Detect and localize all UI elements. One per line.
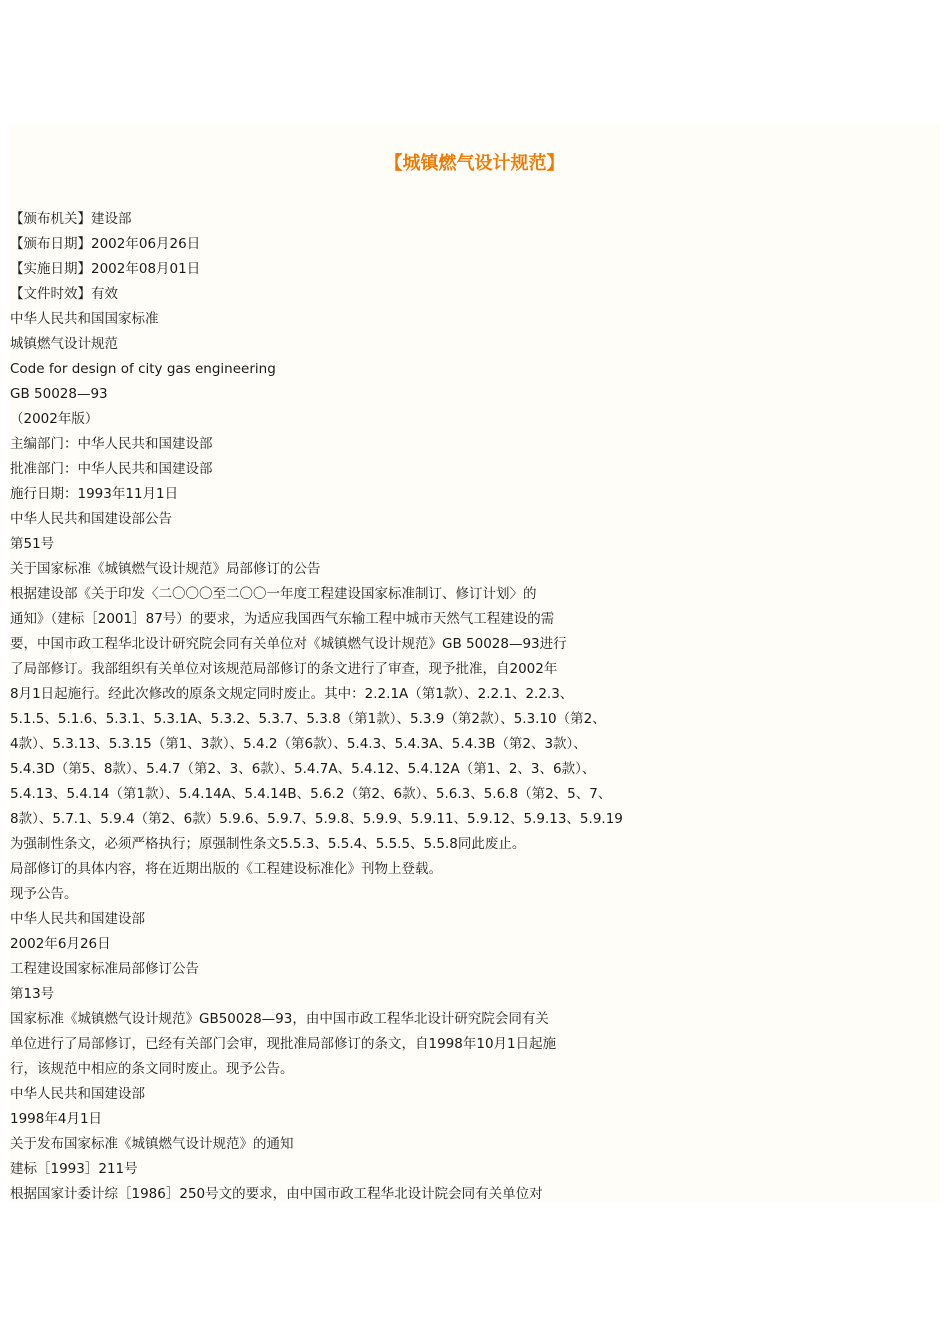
text-line: 【颁布日期】2002年06月26日 — [10, 236, 201, 252]
text-line: 中华人民共和国国家标准 — [10, 311, 159, 327]
text-line: Code for design of city gas engineering — [10, 361, 276, 377]
text-line: 中华人民共和国建设部公告 — [10, 511, 172, 527]
text-line: 批准部门：中华人民共和国建设部 — [10, 461, 213, 477]
text-line: 行，该规范中相应的条文同时废止。现予公告。 — [10, 1061, 294, 1077]
text-line: 【颁布机关】建设部 — [10, 211, 132, 227]
document-title: 【城镇燃气设计规范】 — [384, 153, 565, 174]
text-line: 5.1.5、5.1.6、5.3.1、5.3.1A、5.3.2、5.3.7、5.3.8（第1款）、5.3.9（第2款）、5.3.10（第2、 — [10, 711, 606, 727]
text-line: 8款）、5.7.1、5.9.4（第2、6款）5.9.6、5.9.7、5.9.8、5.9.9、5.9.11、5.9.12、5.9.13、5.9.19 — [10, 811, 623, 827]
text-line: 主编部门：中华人民共和国建设部 — [10, 436, 213, 452]
text-line: 第51号 — [10, 536, 55, 552]
text-line: 中华人民共和国建设部 — [10, 1086, 145, 1102]
document-body — [10, 207, 910, 1202]
text-line: 现予公告。 — [10, 886, 78, 902]
text-line: 根据建设部《关于印发〈二〇〇〇至二〇〇一年度工程建设国家标准制订、修订计划〉的 — [10, 586, 537, 602]
text-line: 中华人民共和国建设部 — [10, 911, 145, 927]
text-line: 局部修订的具体内容，将在近期出版的《工程建设标准化》刊物上登载。 — [10, 861, 442, 877]
text-line: 1998年4月1日 — [10, 1111, 103, 1127]
text-line: 单位进行了局部修订，已经有关部门会审，现批准局部修订的条文，自1998年10月1日起施 — [10, 1036, 557, 1052]
text-line: 5.4.13、5.4.14（第1款）、5.4.14A、5.4.14B、5.6.2（第2、6款）、5.6.3、5.6.8（第2、5、7、 — [10, 786, 612, 802]
text-line: 为强制性条文，必须严格执行；原强制性条文5.5.3、5.5.4、5.5.5、5.5.8同此废止。 — [10, 836, 526, 852]
text-line: 【实施日期】2002年08月01日 — [10, 261, 201, 277]
text-line: 工程建设国家标准局部修订公告 — [10, 961, 199, 977]
text-line: 8月1日起施行。经此次修改的原条文规定同时废止。其中：2.2.1A（第1款）、2.2.1、2.2.3、 — [10, 686, 574, 702]
text-line: 关于发布国家标准《城镇燃气设计规范》的通知 — [10, 1136, 294, 1152]
text-line: 了局部修订。我部组织有关单位对该规范局部修订的条文进行了审查，现予批准，自2002年 — [10, 661, 558, 677]
text-line: 城镇燃气设计规范 — [10, 336, 118, 352]
document-panel — [9, 124, 940, 1202]
text-line: 根据国家计委计综［1986］250号文的要求，由中国市政工程华北设计院会同有关单位对 — [10, 1186, 543, 1202]
text-line: 国家标准《城镇燃气设计规范》GB50028—93，由中国市政工程华北设计研究院会同有关 — [10, 1011, 549, 1027]
text-line: 通知》（建标［2001］87号）的要求，为适应我国西气东输工程中城市天然气工程建设的需 — [10, 611, 555, 627]
text-line: 【文件时效】有效 — [10, 286, 118, 302]
text-line: 关于国家标准《城镇燃气设计规范》局部修订的公告 — [10, 561, 321, 577]
text-line: 5.4.3D（第5、8款）、5.4.7（第2、3、6款）、5.4.7A、5.4.12、5.4.12A（第1、2、3、6款）、 — [10, 761, 596, 777]
text-line: 建标［1993］211号 — [10, 1161, 138, 1177]
text-line: 4款）、5.3.13、5.3.15（第1、3款）、5.4.2（第6款）、5.4.3、5.4.3A、5.4.3B（第2、3款）、 — [10, 736, 587, 752]
text-line: （2002年版） — [10, 411, 99, 427]
text-line: 施行日期：1993年11月1日 — [10, 486, 179, 502]
text-line: 2002年6月26日 — [10, 936, 111, 952]
text-line: 要，中国市政工程华北设计研究院会同有关单位对《城镇燃气设计规范》GB 50028—93进行 — [10, 636, 567, 652]
text-line: GB 50028—93 — [10, 386, 108, 402]
text-line: 第13号 — [10, 986, 55, 1002]
